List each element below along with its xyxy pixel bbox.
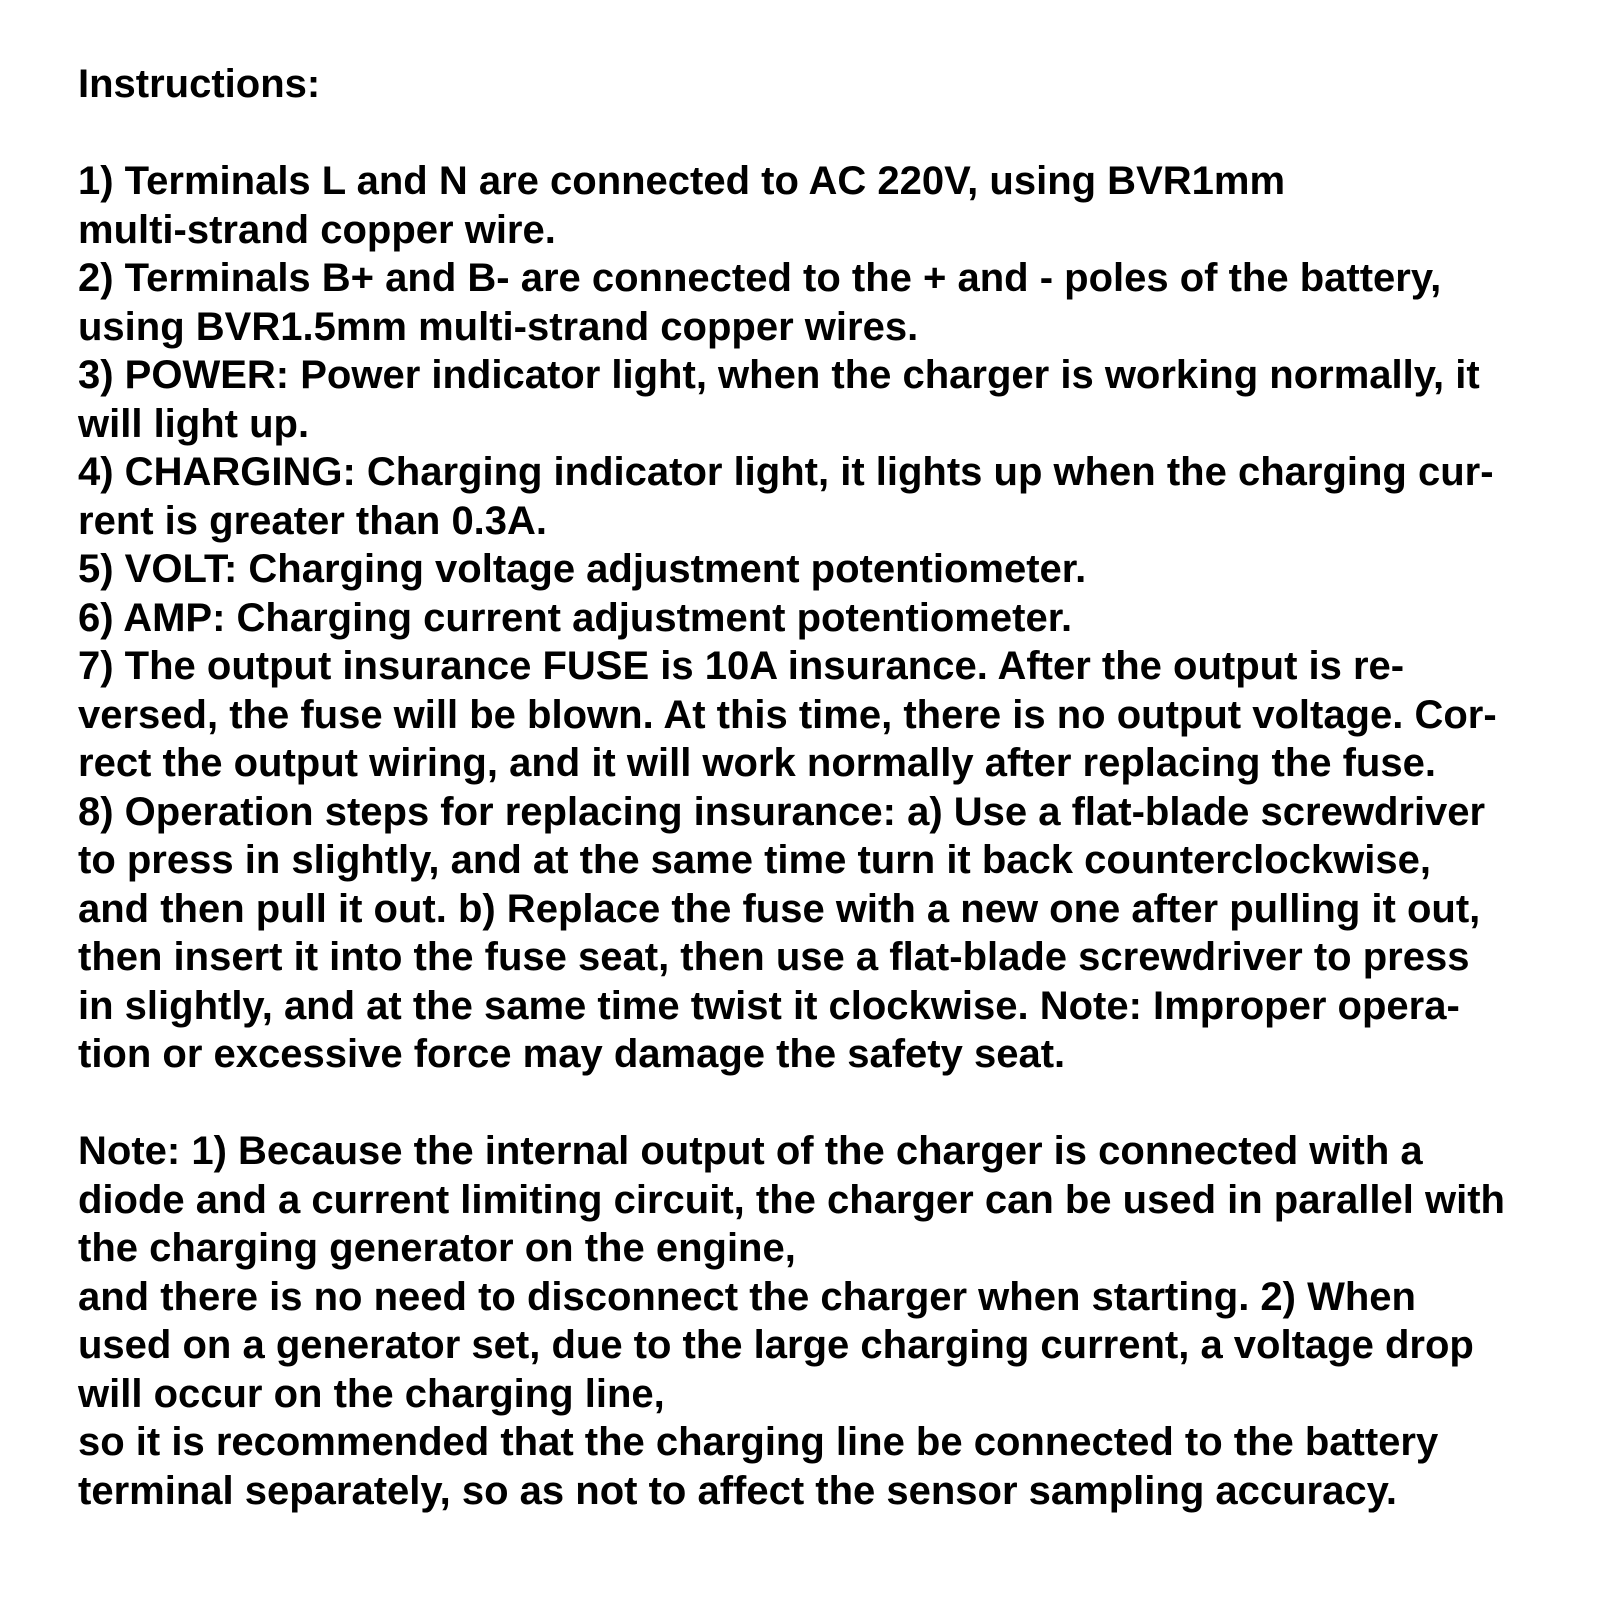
note-line: Note: 1) Because the internal output of the charger is connected with a xyxy=(78,1129,1423,1173)
instruction-line: rent is greater than 0.3A. xyxy=(78,498,548,543)
instruction-line: then insert it into the fuse seat, then use a flat-blade screwdriver to press xyxy=(78,935,1470,979)
instruction-line: versed, the fuse will be blown. At this time, there is no output voltage. Cor- xyxy=(78,692,1497,737)
instruction-line: using BVR1.5mm multi-strand copper wires. xyxy=(78,304,919,349)
instruction-line: 1) Terminals L and N are connected to AC 220V, using BVR1mm xyxy=(78,159,1286,203)
instruction-line: 2) Terminals B+ and B- are connected to the + and - poles of the battery, xyxy=(78,256,1442,300)
note-line: so it is recommended that the charging line be connected to the battery xyxy=(78,1420,1439,1464)
instruction-line: 7) The output insurance FUSE is 10A insurance. After the output is re- xyxy=(78,644,1405,688)
note-line: used on a generator set, due to the large charging current, a voltage drop xyxy=(78,1323,1474,1367)
instruction-line: multi-strand copper wire. xyxy=(78,207,556,252)
instruction-line: 6) AMP: Charging current adjustment potentiometer. xyxy=(78,595,1073,640)
note-line: and there is no need to disconnect the charger when starting. 2) When xyxy=(78,1274,1416,1319)
instruction-line: 4) CHARGING: Charging indicator light, it lights up when the charging cur- xyxy=(78,450,1494,494)
instruction-line: tion or excessive force may damage the safety seat. xyxy=(78,1032,1066,1076)
instruction-line: and then pull it out. b) Replace the fuse with a new one after pulling it out, xyxy=(78,886,1481,931)
note-line: the charging generator on the engine, xyxy=(78,1226,796,1270)
instruction-line: 8) Operation steps for replacing insurance: a) Use a flat-blade screwdriver xyxy=(78,789,1486,834)
instruction-line: will light up. xyxy=(78,401,310,446)
instruction-line: in slightly, and at the same time twist it clockwise. Note: Improper opera- xyxy=(78,983,1460,1028)
note-line: will occur on the charging line, xyxy=(78,1371,665,1416)
spacer xyxy=(78,109,1578,158)
spacer xyxy=(78,1079,1578,1128)
instruction-line: rect the output wiring, and it will work normally after replacing the fuse. xyxy=(78,741,1436,785)
page-title: Instructions: xyxy=(78,62,321,106)
note-line: diode and a current limiting circuit, the charger can be used in parallel with xyxy=(78,1177,1505,1222)
note-line: terminal separately, so as not to affect the sensor sampling accuracy. xyxy=(78,1468,1397,1513)
instructions-page xyxy=(78,60,1578,1515)
instruction-line: to press in slightly, and at the same time turn it back counterclockwise, xyxy=(78,838,1431,882)
instruction-line: 5) VOLT: Charging voltage adjustment potentiometer. xyxy=(78,547,1087,591)
instruction-line: 3) POWER: Power indicator light, when the charger is working normally, it xyxy=(78,353,1480,397)
